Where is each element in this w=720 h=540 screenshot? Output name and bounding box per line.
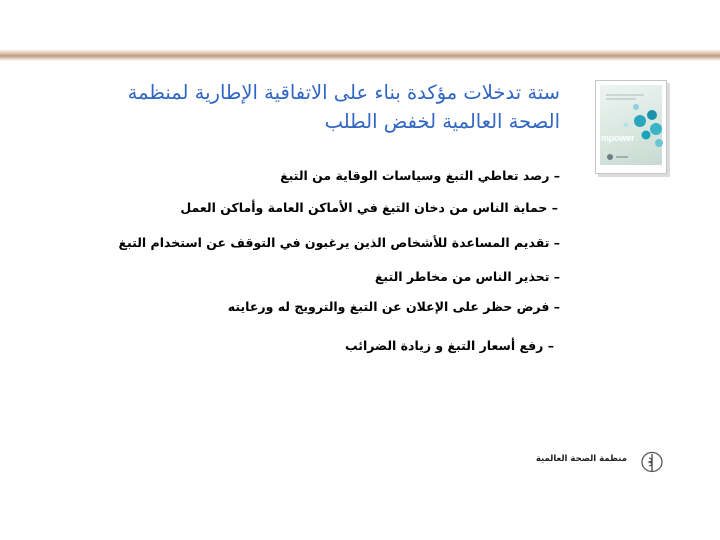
header-divider	[0, 49, 720, 61]
slide-title	[120, 78, 560, 136]
org-name: منظمة الصحة العالمية	[535, 454, 627, 464]
list-item: – فرض حظر على الإعلان عن التبغ والترويج له ورعايته	[227, 299, 560, 314]
list-item: – رفع أسعار التبغ و زيادة الضرائب	[345, 338, 554, 353]
who-emblem-icon	[639, 450, 665, 474]
list-item: – تحذير الناس من مخاطر التبغ	[374, 269, 560, 284]
list-item: – تقديم المساعدة للأشخاص الذين يرغبون في التوقف عن استخدام التبغ	[118, 235, 560, 250]
list-item: – رصد تعاطي التبغ وسياسات الوقاية من التبغ	[280, 168, 560, 183]
cover-brand-text: mpower	[601, 133, 635, 143]
footer	[530, 450, 665, 474]
slide-title-line-2: الصحة العالمية لخفض الطلب	[324, 110, 560, 133]
cover-bubbles	[596, 81, 666, 173]
slide-title-line-1: ستة تدخلات مؤكدة بناء على الاتفاقية الإطارية لمنظمة	[127, 81, 560, 104]
list-item: – حماية الناس من دخان التبغ في الأماكن العامة وأماكن العمل	[180, 200, 558, 215]
mpower-report-cover	[595, 80, 667, 174]
